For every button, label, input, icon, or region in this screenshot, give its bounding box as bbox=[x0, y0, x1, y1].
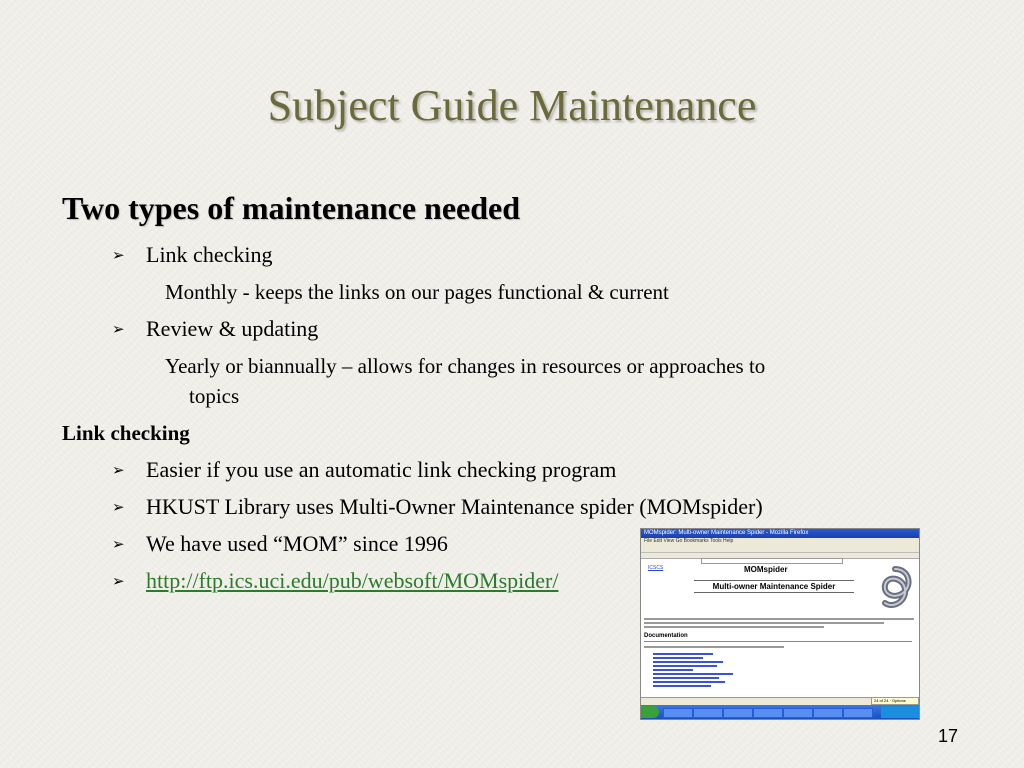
bullet-url bbox=[112, 568, 558, 594]
screenshot-small-link: ICSCS bbox=[648, 565, 664, 571]
screenshot-titlebar: MOMspider: Multi-owner Maintenance Spider - Mozilla Firefox bbox=[641, 529, 919, 538]
screenshot-paragraph bbox=[644, 622, 884, 624]
bullet-arrow-icon: ➢ bbox=[112, 537, 125, 553]
bullet-arrow-icon: ➢ bbox=[112, 463, 125, 479]
screenshot-toolbar bbox=[641, 544, 919, 553]
bullet-arrow-icon: ➢ bbox=[112, 322, 125, 338]
screenshot-list-item bbox=[653, 677, 719, 679]
screenshot-menubar: File Edit View Go Bookmarks Tools Help bbox=[641, 538, 919, 544]
bullet-arrow-icon: ➢ bbox=[112, 500, 125, 516]
screenshot-task bbox=[753, 708, 783, 718]
screenshot-list-item bbox=[653, 685, 711, 687]
screenshot-list-item bbox=[653, 657, 703, 659]
main-heading: Two types of maintenance needed bbox=[62, 190, 521, 226]
screenshot-task bbox=[663, 708, 693, 718]
bullet-arrow-icon: ➢ bbox=[112, 574, 125, 590]
bullet-arrow-icon: ➢ bbox=[112, 248, 125, 264]
screenshot-subheading: Multi-owner Maintenance Spider bbox=[694, 580, 854, 593]
detail-monthly: Monthly - keeps the links on our pages functional & current bbox=[165, 280, 669, 304]
screenshot-doc-rule bbox=[644, 641, 912, 642]
screenshot-list-item bbox=[653, 665, 717, 667]
screenshot-task bbox=[693, 708, 723, 718]
bullet-text: Easier if you use an automatic link checking program bbox=[146, 457, 617, 482]
bullet-text: HKUST Library uses Multi-Owner Maintenance spider (MOMspider) bbox=[146, 494, 763, 519]
bullet-momspider bbox=[112, 494, 763, 520]
slide-title: Subject Guide Maintenance bbox=[267, 81, 757, 130]
screenshot-task bbox=[723, 708, 753, 718]
screenshot-find-text: 24 of 24 · Options bbox=[874, 698, 906, 703]
bullet-since-1996 bbox=[112, 531, 448, 557]
screenshot-task bbox=[783, 708, 813, 718]
screenshot-task bbox=[843, 708, 873, 718]
bullet-text: Link checking bbox=[146, 242, 273, 267]
screenshot-heading: MOMspider bbox=[744, 565, 788, 574]
screenshot-list-item bbox=[653, 653, 713, 655]
screenshot-task bbox=[813, 708, 843, 718]
knot-logo-icon bbox=[875, 565, 915, 613]
screenshot-doc-heading: Documentation bbox=[644, 633, 688, 639]
screenshot-address-bar bbox=[641, 553, 919, 559]
browser-screenshot bbox=[640, 528, 920, 720]
momspider-link[interactable]: http://ftp.ics.uci.edu/pub/websoft/MOMspider/ bbox=[146, 568, 559, 593]
screenshot-banner bbox=[644, 563, 874, 615]
screenshot-list-item bbox=[653, 669, 693, 671]
subheading-link-checking: Link checking bbox=[62, 421, 190, 445]
bullet-automatic bbox=[112, 457, 616, 483]
bullet-link-checking bbox=[112, 242, 272, 268]
bullet-text: Review & updating bbox=[146, 316, 319, 341]
detail-yearly: Yearly or biannually – allows for changes in resources or approaches to bbox=[165, 354, 766, 378]
detail-yearly-cont: topics bbox=[189, 384, 240, 408]
bullet-text: We have used “MOM” since 1996 bbox=[146, 531, 448, 556]
screenshot-list-item bbox=[653, 673, 733, 675]
screenshot-paragraph bbox=[644, 618, 914, 620]
screenshot-findbox bbox=[871, 697, 919, 705]
screenshot-list-item bbox=[653, 681, 725, 683]
screenshot-paragraph bbox=[644, 646, 784, 648]
bullet-review-updating bbox=[112, 316, 318, 342]
screenshot-paragraph bbox=[644, 626, 824, 628]
screenshot-list-item bbox=[653, 661, 723, 663]
screenshot-start-button bbox=[641, 706, 659, 718]
screenshot-tray bbox=[881, 706, 919, 718]
page-number: 17 bbox=[938, 726, 959, 746]
